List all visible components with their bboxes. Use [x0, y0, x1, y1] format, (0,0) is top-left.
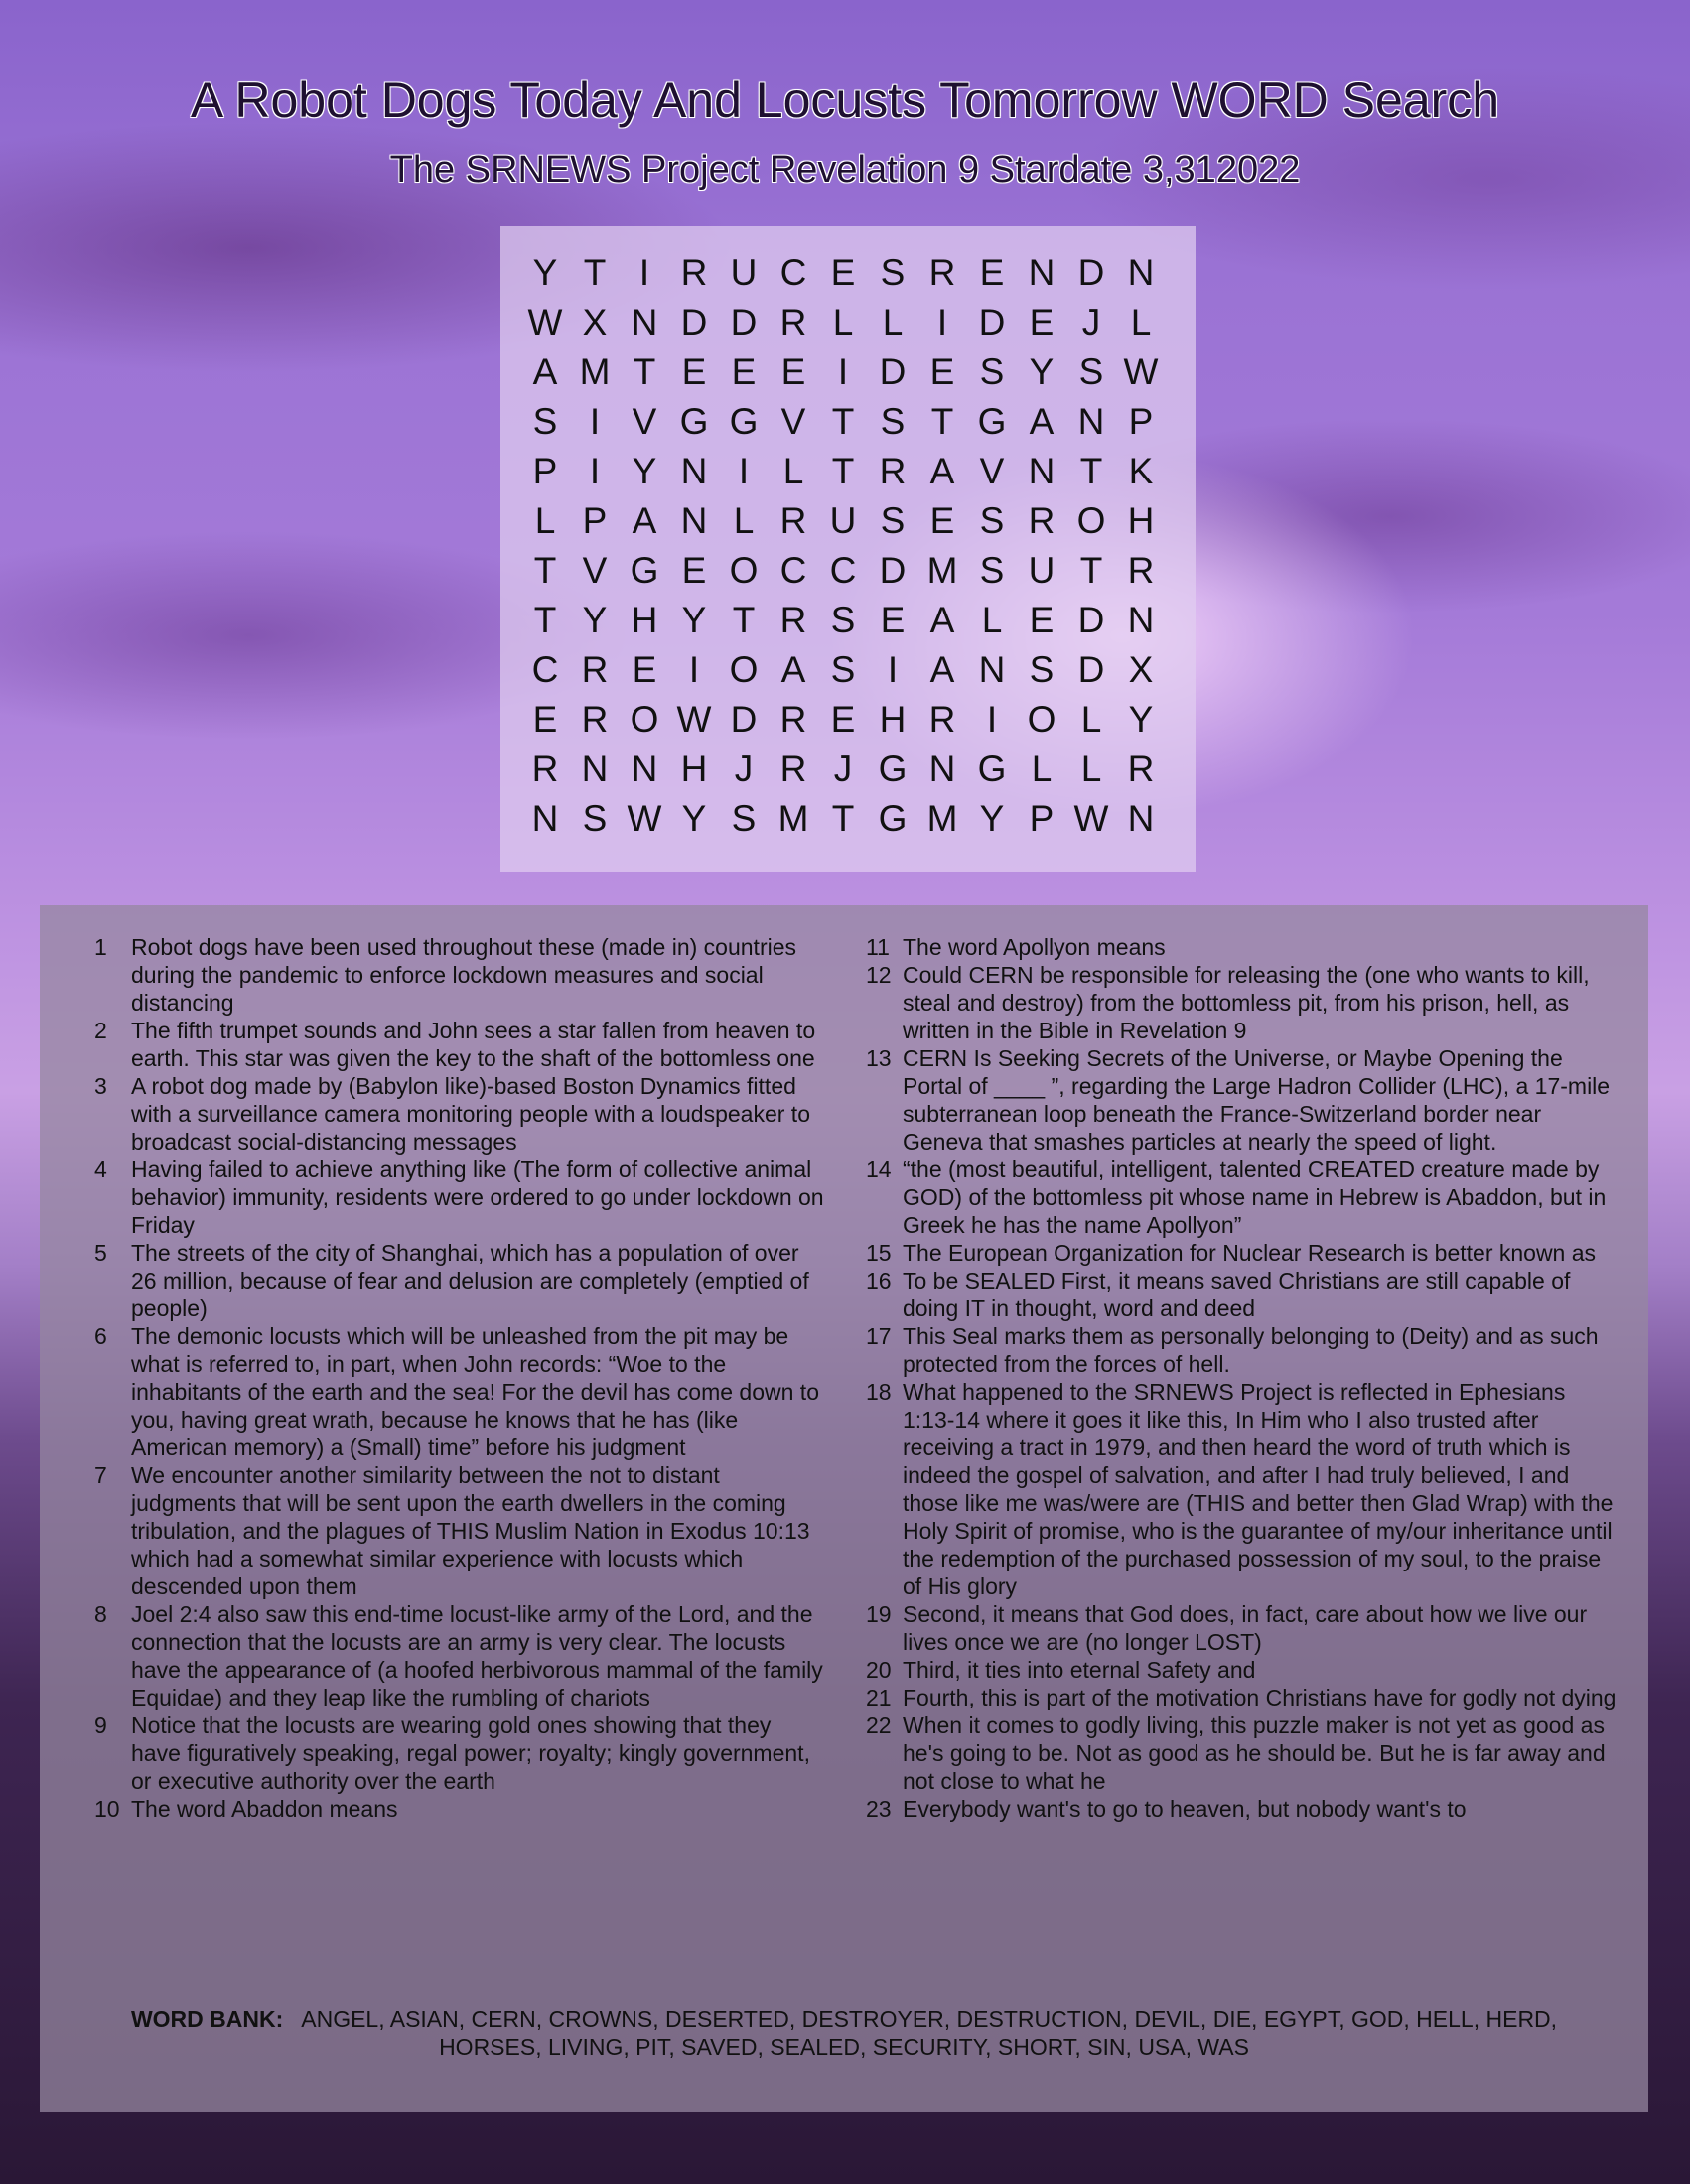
grid-letter: S — [880, 252, 906, 293]
clue-text: What happened to the SRNEWS Project is reflected in Ephesians 1:13-14 where it goes it like this, In Him who I also trusted after receiving a tract in 1979, and then heard the word of truth which is indeed the gospel of salvation, and after I had truly believed, I and those like me was/were are (THIS and better then Glad Wrap) with the Holy Spirit of promise, who is the guarantee of my/our inheritance until the redemption of the purchased possession of my soul, to the praise of His glory — [903, 1379, 1614, 1599]
grid-letter: D — [730, 302, 758, 342]
clue-number: 15 — [866, 1240, 892, 1266]
grid-letter: W — [676, 699, 712, 740]
clue-number: 19 — [866, 1601, 892, 1627]
grid-letter: J — [1081, 302, 1101, 342]
grid-letter: W — [1123, 351, 1159, 392]
grid-letter: R — [581, 649, 609, 690]
grid-letter: D — [978, 302, 1006, 342]
grid-letter: T — [533, 600, 557, 640]
grid-letter: J — [734, 749, 754, 789]
grid-letter: L — [534, 500, 556, 541]
grid-letter: I — [986, 699, 998, 740]
grid-letter: U — [1028, 550, 1056, 591]
grid-letter: M — [926, 798, 958, 839]
grid-letter: N — [1077, 401, 1105, 442]
grid-letter: W — [1073, 798, 1109, 839]
grid-letter: E — [1029, 302, 1055, 342]
clue-number: 12 — [866, 962, 892, 988]
clue-number: 4 — [94, 1157, 107, 1182]
grid-letter: R — [1028, 500, 1056, 541]
grid-letter: T — [533, 550, 557, 591]
page-title: A Robot Dogs Today And Locusts Tomorrow WORD Search — [190, 72, 1500, 128]
grid-letter: G — [729, 401, 759, 442]
clue-item — [94, 1322, 824, 1461]
grid-letter: D — [1077, 600, 1105, 640]
grid-letter: O — [729, 649, 759, 690]
grid-letter: I — [638, 252, 650, 293]
grid-letter: P — [582, 500, 608, 541]
grid-letter: T — [732, 600, 756, 640]
grid-letter: T — [930, 401, 954, 442]
grid-letter: Y — [1128, 699, 1154, 740]
grid-letter: R — [581, 699, 609, 740]
clue-number: 22 — [866, 1712, 892, 1738]
clue-number: 6 — [94, 1323, 107, 1349]
grid-letter: N — [1127, 600, 1155, 640]
clue-number: 5 — [94, 1240, 107, 1266]
clue-item — [866, 1378, 1620, 1600]
grid-letter: G — [630, 550, 659, 591]
grid-letter: D — [730, 699, 758, 740]
clue-text: The word Apollyon means — [903, 934, 1166, 960]
grid-letter: O — [630, 699, 659, 740]
grid-letter: H — [1127, 500, 1155, 541]
grid-letter: R — [928, 252, 956, 293]
grid-letter: N — [581, 749, 609, 789]
grid-letter: S — [880, 500, 906, 541]
grid-letter: Y — [1029, 351, 1055, 392]
grid-letter: R — [779, 699, 807, 740]
clue-number: 20 — [866, 1657, 892, 1683]
clue-item — [94, 1600, 824, 1711]
clue-item — [866, 1684, 1620, 1711]
grid-letter: T — [1079, 550, 1103, 591]
grid-letter: H — [631, 600, 658, 640]
clue-number: 23 — [866, 1796, 892, 1822]
clue-number: 2 — [94, 1018, 107, 1043]
grid-letter: T — [831, 798, 855, 839]
clues-column-left — [94, 933, 824, 1823]
grid-letter: O — [1027, 699, 1056, 740]
clue-item — [866, 1044, 1620, 1156]
clue-number: 17 — [866, 1323, 892, 1349]
grid-letter: E — [681, 550, 707, 591]
grid-letter: I — [887, 649, 899, 690]
grid-letter: N — [631, 302, 658, 342]
grid-letter: I — [589, 401, 601, 442]
clue-number: 9 — [94, 1712, 107, 1738]
grid-letter: G — [977, 401, 1007, 442]
grid-letter: E — [632, 649, 657, 690]
grid-letter: N — [680, 451, 708, 491]
grid-letter: R — [779, 302, 807, 342]
grid-letter: L — [882, 302, 904, 342]
grid-letter: L — [733, 500, 755, 541]
grid-letter: W — [627, 798, 662, 839]
clue-text: Fourth, this is part of the motivation Christians have for godly not dying — [903, 1685, 1617, 1710]
word-bank-label: WORD BANK: — [130, 2006, 284, 2032]
grid-letter: A — [1029, 401, 1055, 442]
grid-letter: O — [1076, 500, 1106, 541]
grid-letter: A — [532, 351, 558, 392]
grid-letter: T — [633, 351, 656, 392]
grid-letter: S — [979, 351, 1005, 392]
word-search-grid — [520, 248, 1166, 844]
grid-letter: T — [1079, 451, 1103, 491]
grid-letter: D — [1077, 649, 1105, 690]
grid-letter: R — [779, 600, 807, 640]
grid-letter: A — [929, 600, 955, 640]
clue-text: Notice that the locusts are wearing gold ones showing that they have figuratively speaking, regal power; royalty; kingly government, or executive authority over the earth — [131, 1712, 810, 1794]
clue-number: 16 — [866, 1268, 892, 1294]
grid-letter: X — [582, 302, 608, 342]
grid-letter: T — [583, 252, 607, 293]
grid-letter: I — [837, 351, 849, 392]
clue-text: We encounter another similarity between the not to distant judgments that will be sent upon the earth dwellers in the coming tribulation, and the plagues of THIS Muslim Nation in Exodus 10:13 which had a somewhat similar experience with locusts which descended upon them — [131, 1462, 810, 1599]
clue-item — [94, 1239, 824, 1322]
grid-letter: O — [729, 550, 759, 591]
clue-item — [866, 1267, 1620, 1322]
clue-item — [94, 1795, 824, 1823]
grid-letter: L — [782, 451, 804, 491]
grid-letter: A — [929, 451, 955, 491]
grid-letter: C — [779, 252, 807, 293]
grid-letter: C — [779, 550, 807, 591]
grid-letter: T — [831, 451, 855, 491]
grid-letter: R — [779, 500, 807, 541]
grid-letter: E — [681, 351, 707, 392]
grid-letter: K — [1128, 451, 1154, 491]
clue-item — [866, 1322, 1620, 1378]
word-bank — [99, 2005, 1589, 2061]
grid-letter: D — [879, 550, 907, 591]
grid-letter: V — [979, 451, 1005, 491]
grid-letter: V — [582, 550, 608, 591]
word-bank-words: ANGEL, ASIAN, CERN, CROWNS, DESERTED, DESTROYER, DESTRUCTION, DEVIL, DIE, EGYPT, GOD, HELL, HERD, HORSES, LIVING, PIT, SAVED, SEALED, SECURITY, SHORT, SIN, USA, WAS — [301, 2006, 1558, 2060]
grid-letter: T — [831, 401, 855, 442]
grid-letter: A — [780, 649, 806, 690]
grid-letter: Y — [681, 600, 707, 640]
grid-letter: I — [936, 302, 948, 342]
grid-letter: L — [1130, 302, 1152, 342]
grid-letter: L — [1080, 749, 1102, 789]
grid-letter: I — [738, 451, 750, 491]
grid-letter: I — [589, 451, 601, 491]
grid-letter: G — [977, 749, 1007, 789]
grid-letter: N — [631, 749, 658, 789]
grid-letter: P — [532, 451, 558, 491]
clue-text: CERN Is Seeking Secrets of the Universe, or Maybe Opening the Portal of ____ ”, regarding the Large Hadron Collider (LHC), a 17-mile subterranean loop beneath the France-Switzerland border near Geneva that smashes particles at nearly the speed of light. — [903, 1045, 1611, 1155]
grid-letter: R — [879, 451, 907, 491]
grid-letter: V — [780, 401, 806, 442]
grid-letter: R — [1127, 749, 1155, 789]
grid-letter: S — [1078, 351, 1104, 392]
clue-text: Joel 2:4 also saw this end-time locust-like army of the Lord, and the connection that the locusts are an army is very clear. The locusts have the appearance of (a hoofed herbivorous mammal of the family Equidae) and they leap like the rumbling of chariots — [131, 1601, 823, 1710]
clue-text: To be SEALED First, it means saved Christians are still capable of doing IT in thought, word and deed — [903, 1268, 1571, 1321]
grid-letter: R — [1127, 550, 1155, 591]
clue-item — [866, 1156, 1620, 1239]
grid-letter: Y — [632, 451, 657, 491]
clue-item — [94, 1072, 824, 1156]
clue-text: The European Organization for Nuclear Research is better known as — [903, 1240, 1597, 1266]
clue-item — [94, 1711, 824, 1795]
clue-text: Everybody want's to go to heaven, but nobody want's to — [903, 1796, 1467, 1822]
clue-number: 11 — [866, 934, 890, 960]
grid-letter: N — [1028, 252, 1056, 293]
clue-text: Could CERN be responsible for releasing the (one who wants to kill, steal and destroy) from the bottomless pit, from his prison, hell, as written in the Bible in Revelation 9 — [903, 962, 1590, 1043]
grid-letter: L — [981, 600, 1003, 640]
grid-letter: V — [632, 401, 657, 442]
clue-item — [866, 1600, 1620, 1656]
grid-letter: R — [680, 252, 708, 293]
grid-letter: S — [1029, 649, 1055, 690]
clue-number: 14 — [866, 1157, 892, 1182]
grid-letter: D — [879, 351, 907, 392]
word-search-panel — [500, 226, 1196, 872]
clue-text: Having failed to achieve anything like (The form of collective animal behavior) immunity, residents were ordered to go under lockdown on Friday — [131, 1157, 824, 1238]
clue-text: “the (most beautiful, intelligent, talented CREATED creature made by GOD) of the bottomless pit whose name in Hebrew is Abaddon, but in Greek he has the name Apollyon” — [903, 1157, 1607, 1238]
grid-letter: H — [879, 699, 907, 740]
grid-letter: D — [680, 302, 708, 342]
clue-item — [866, 1795, 1620, 1823]
grid-letter: C — [829, 550, 857, 591]
clue-text: When it comes to godly living, this puzzle maker is not yet as good as he's going to be. Not as good as he should be. But he is far away and not close to what he — [903, 1712, 1606, 1794]
grid-letter: M — [777, 798, 809, 839]
grid-letter: N — [1127, 798, 1155, 839]
grid-letter: M — [579, 351, 611, 392]
grid-letter: A — [632, 500, 657, 541]
clues-panel — [40, 905, 1648, 2112]
clue-number: 13 — [866, 1045, 892, 1071]
grid-letter: N — [531, 798, 559, 839]
clue-text: The streets of the city of Shanghai, which has a population of over 26 million, because of fear and delusion are completely (emptied of people) — [131, 1240, 809, 1321]
clue-item — [866, 1656, 1620, 1684]
clues-column-right — [866, 933, 1620, 1823]
grid-letter: D — [1077, 252, 1105, 293]
grid-letter: I — [688, 649, 700, 690]
grid-letter: L — [1031, 749, 1053, 789]
grid-letter: L — [832, 302, 854, 342]
grid-letter: J — [833, 749, 853, 789]
clue-number: 8 — [94, 1601, 107, 1627]
clue-item — [866, 1239, 1620, 1267]
clue-item — [94, 1156, 824, 1239]
grid-letter: R — [928, 699, 956, 740]
grid-letter: E — [830, 699, 856, 740]
grid-letter: N — [1028, 451, 1056, 491]
grid-letter: Y — [532, 252, 558, 293]
grid-letter: E — [880, 600, 906, 640]
grid-letter: E — [731, 351, 757, 392]
grid-letter: U — [829, 500, 857, 541]
grid-letter: C — [531, 649, 559, 690]
clue-item — [94, 1461, 824, 1600]
grid-letter: E — [532, 699, 558, 740]
clue-text: Robot dogs have been used throughout these (made in) countries during the pandemic to enforce lockdown measures and social distancing — [131, 934, 796, 1016]
grid-letter: N — [928, 749, 956, 789]
grid-letter: E — [780, 351, 806, 392]
grid-letter: Y — [582, 600, 608, 640]
grid-letter: S — [979, 500, 1005, 541]
grid-letter: E — [929, 500, 955, 541]
grid-letter: S — [532, 401, 558, 442]
grid-letter: W — [527, 302, 563, 342]
clue-item — [866, 961, 1620, 1044]
grid-letter: S — [880, 401, 906, 442]
clue-text: The fifth trumpet sounds and John sees a star fallen from heaven to earth. This star was given the key to the shaft of the bottomless one — [131, 1018, 816, 1071]
clue-number: 7 — [94, 1462, 107, 1488]
grid-letter: G — [878, 798, 908, 839]
clue-text: This Seal marks them as personally belonging to (Deity) and as such protected from the forces of hell. — [903, 1323, 1599, 1377]
grid-letter: G — [878, 749, 908, 789]
page-subtitle: The SRNEWS Project Revelation 9 Stardate 3,312022 — [389, 149, 1301, 191]
grid-letter: P — [1128, 401, 1154, 442]
grid-letter: U — [730, 252, 758, 293]
grid-letter: R — [531, 749, 559, 789]
grid-letter: E — [929, 351, 955, 392]
grid-letter: X — [1128, 649, 1154, 690]
grid-letter: Y — [979, 798, 1005, 839]
grid-letter: G — [679, 401, 709, 442]
grid-letter: S — [582, 798, 608, 839]
clue-text: Second, it means that God does, in fact, care about how we live our lives once we are (no longer LOST) — [903, 1601, 1588, 1655]
grid-letter: S — [830, 649, 856, 690]
grid-letter: S — [731, 798, 757, 839]
clue-item — [94, 1017, 824, 1072]
grid-letter: M — [926, 550, 958, 591]
grid-letter: N — [680, 500, 708, 541]
clue-text: A robot dog made by (Babylon like)-based Boston Dynamics fitted with a surveillance camera monitoring people with a loudspeaker to broadcast social-distancing messages — [131, 1073, 810, 1155]
grid-letter: L — [1080, 699, 1102, 740]
grid-letter: R — [779, 749, 807, 789]
grid-letter: S — [830, 600, 856, 640]
grid-letter: P — [1029, 798, 1055, 839]
grid-letter: N — [1127, 252, 1155, 293]
grid-letter: S — [979, 550, 1005, 591]
clue-number: 21 — [866, 1685, 892, 1710]
grid-letter: Y — [681, 798, 707, 839]
clue-item — [866, 1711, 1620, 1795]
grid-letter: N — [978, 649, 1006, 690]
clue-number: 18 — [866, 1379, 892, 1405]
grid-letter: A — [929, 649, 955, 690]
clue-text: The word Abaddon means — [131, 1796, 398, 1822]
clue-number: 10 — [94, 1796, 120, 1822]
clue-text: Third, it ties into eternal Safety and — [903, 1657, 1256, 1683]
grid-letter: E — [979, 252, 1005, 293]
clue-number: 1 — [94, 934, 107, 960]
clue-number: 3 — [94, 1073, 107, 1099]
grid-letter: E — [830, 252, 856, 293]
grid-letter: E — [1029, 600, 1055, 640]
clue-text: The demonic locusts which will be unleashed from the pit may be what is referred to, in part, when John records: “Woe to the inhabitants of the earth and the sea! For the devil has come down to you, having great wrath, because he knows that he has (like American memory) a (Small) time” before his judgment — [131, 1323, 819, 1460]
clue-item — [94, 933, 824, 1017]
clue-item — [866, 933, 1620, 961]
grid-letter: H — [680, 749, 708, 789]
